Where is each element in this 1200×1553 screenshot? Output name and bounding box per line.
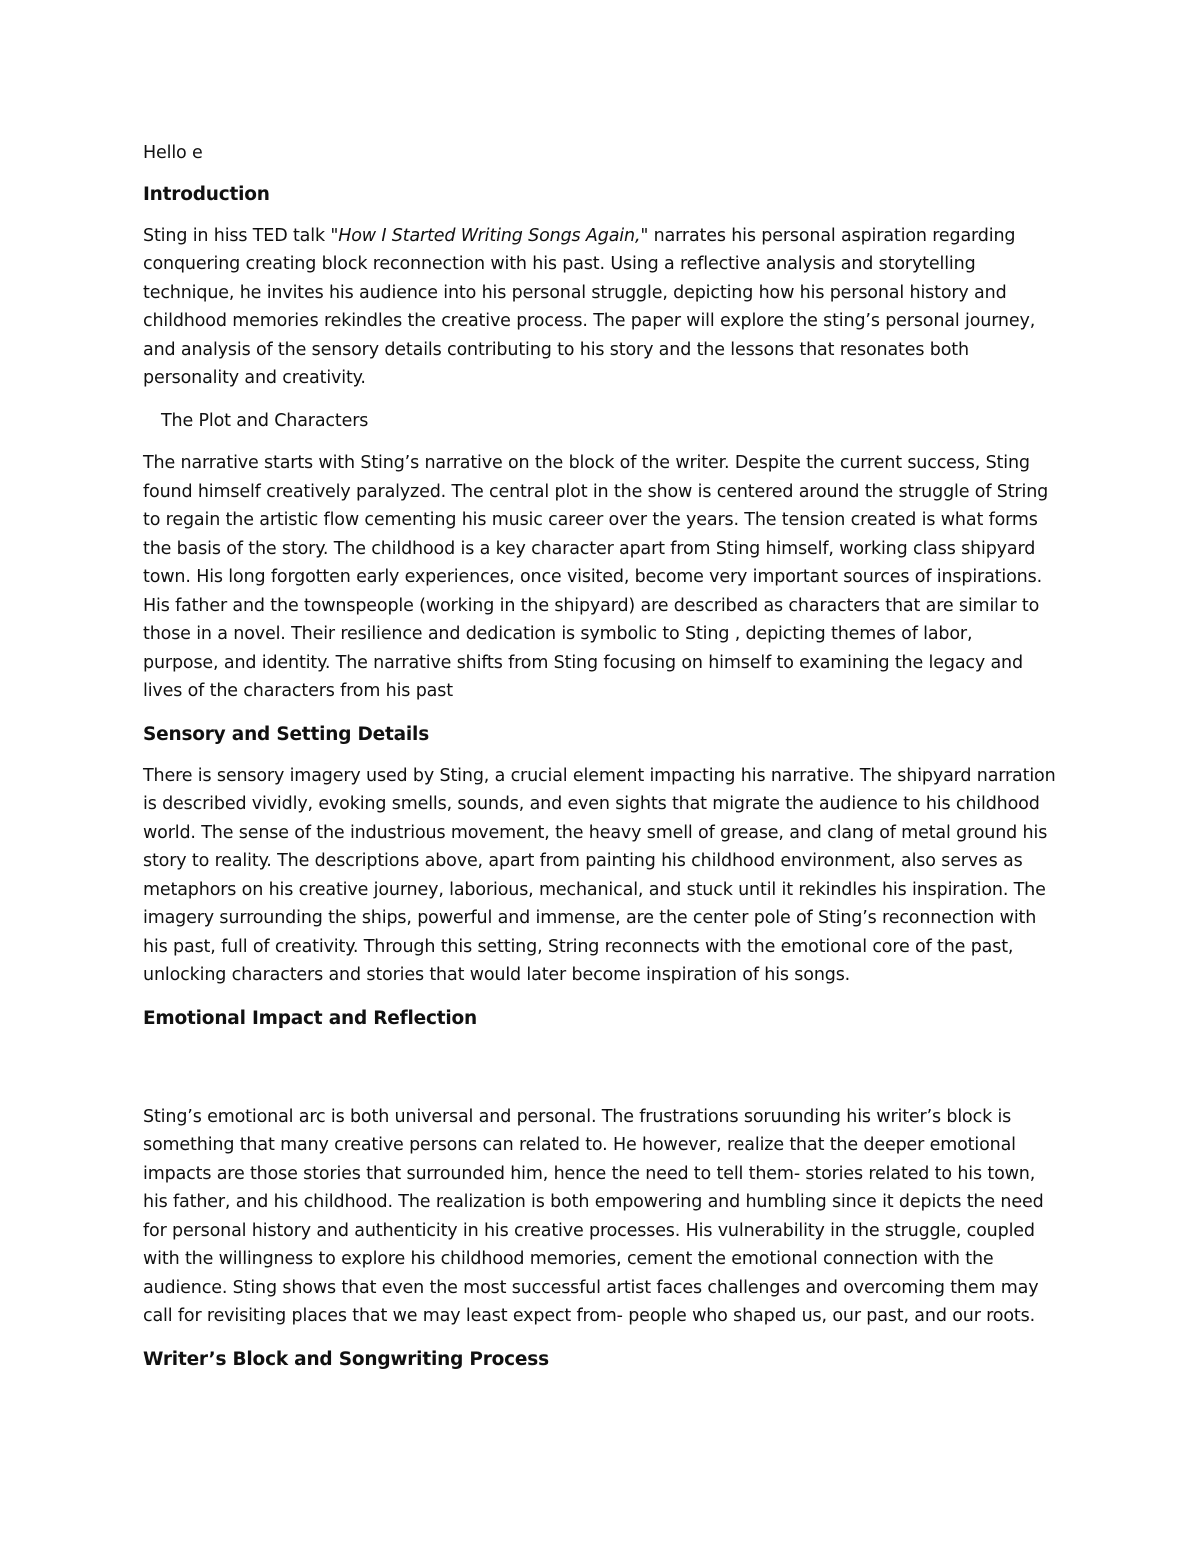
paragraph-line: to regain the artistic flow cementing his music career over the years. The tension created is what forms bbox=[143, 510, 1038, 530]
paragraph-emotional-impact bbox=[143, 1103, 1063, 1331]
paragraph-line: for personal history and authenticity in his creative processes. His vulnerability in the struggle, coupled bbox=[143, 1220, 1035, 1241]
paragraph-line: and analysis of the sensory details contributing to his story and the lessons that resonates both bbox=[143, 339, 969, 360]
paragraph-line: His father and the townspeople (working in the shipyard) are described as characters that are similar to bbox=[143, 595, 1040, 616]
paragraph-line: his past, full of creativity. Through this setting, String reconnects with the emotional core of the past, bbox=[143, 936, 1014, 957]
paragraph-line: conquering creating block reconnection with his past. Using a reflective analysis and storytelling bbox=[143, 254, 976, 274]
paragraph-line: imagery surrounding the ships, powerful and immense, are the center pole of Sting’s reconnection with bbox=[143, 908, 1037, 928]
paragraph-line: found himself creatively paralyzed. The central plot in the show is centered around the struggle of String bbox=[143, 481, 1049, 502]
paragraph-line: Sting’s emotional arc is both universal and personal. The frustrations soruunding his writer’s block is bbox=[143, 1106, 1012, 1127]
paragraph-line: personality and creativity. bbox=[143, 368, 366, 388]
greeting-line: Hello e bbox=[143, 143, 203, 163]
blank-space bbox=[143, 1046, 1063, 1103]
paragraph-line bbox=[143, 222, 1063, 251]
heading-introduction: Introduction bbox=[143, 183, 270, 205]
paragraph-line: town. His long forgotten early experiences, once visited, become very important sources of inspirations. bbox=[143, 567, 1042, 587]
paragraph-line: world. The sense of the industrious movement, the heavy smell of grease, and clang of metal ground his bbox=[143, 822, 1048, 843]
talk-title: "How I Started Writing Songs Again," bbox=[330, 225, 649, 246]
paragraph-line: audience. Sting shows that even the most successful artist faces challenges and overcoming them may bbox=[143, 1277, 1039, 1298]
subheading-plot-and-characters: The Plot and Characters bbox=[161, 410, 369, 431]
paragraph-line: purpose, and identity. The narrative shifts from Sting focusing on himself to examining the legacy and bbox=[143, 652, 1023, 673]
paragraph-sensory-and-setting bbox=[143, 762, 1063, 990]
section-sensory-and-setting bbox=[143, 720, 1063, 990]
paragraph-line: metaphors on his creative journey, laborious, mechanical, and stuck until it rekindles his inspiration. The bbox=[143, 879, 1046, 900]
paragraph-line: the basis of the story. The childhood is a key character apart from Sting himself, working class shipyard bbox=[143, 538, 1036, 559]
paragraph-line: The narrative starts with Sting’s narrative on the block of the writer. Despite the current success, Sting bbox=[143, 453, 1030, 473]
heading-emotional-impact: Emotional Impact and Reflection bbox=[143, 1007, 477, 1029]
text-run: Sting in hiss TED talk bbox=[143, 225, 331, 246]
paragraph-line: There is sensory imagery used by Sting, a crucial element impacting his narrative. The shipyard narration bbox=[143, 765, 1056, 786]
paragraph-line: his father, and his childhood. The realization is both empowering and humbling since it depicts the need bbox=[143, 1192, 1044, 1212]
paragraph-line: is described vividly, evoking smells, sounds, and even sights that migrate the audience to his childhood bbox=[143, 794, 1040, 814]
text-run: narrates his personal aspiration regarding bbox=[648, 225, 1016, 246]
paragraph-line: childhood memories rekindles the creative process. The paper will explore the sting’s personal journey, bbox=[143, 311, 1036, 331]
paragraph-line: unlocking characters and stories that would later become inspiration of his songs. bbox=[143, 965, 851, 985]
paragraph-line: lives of the characters from his past bbox=[143, 681, 453, 701]
section-introduction bbox=[143, 180, 1063, 393]
section-emotional-impact bbox=[143, 1004, 1063, 1331]
paragraph-line: impacts are those stories that surrounded him, hence the need to tell them- stories related to his town, bbox=[143, 1163, 1036, 1184]
paragraph-plot-and-characters bbox=[143, 449, 1063, 706]
section-writers-block bbox=[143, 1345, 1063, 1375]
paragraph-line: with the willingness to explore his childhood memories, cement the emotional connection with the bbox=[143, 1249, 994, 1269]
paragraph-line: technique, he invites his audience into his personal struggle, depicting how his personal history and bbox=[143, 282, 1007, 303]
paragraph-introduction bbox=[143, 222, 1063, 393]
document-body bbox=[143, 139, 1063, 1387]
paragraph-line: those in a novel. Their resilience and dedication is symbolic to Sting , depicting themes of labor, bbox=[143, 624, 973, 644]
paragraph-line: story to reality. The descriptions above, apart from painting his childhood environment, also serves as bbox=[143, 851, 1023, 871]
section-plot-and-characters bbox=[143, 407, 1063, 706]
heading-writers-block: Writer’s Block and Songwriting Process bbox=[143, 1348, 549, 1370]
paragraph-line: call for revisiting places that we may least expect from- people who shaped us, our past, and our roots. bbox=[143, 1306, 1036, 1326]
paragraph-line: something that many creative persons can related to. He however, realize that the deeper emotional bbox=[143, 1135, 1016, 1155]
heading-sensory-and-setting: Sensory and Setting Details bbox=[143, 723, 430, 745]
